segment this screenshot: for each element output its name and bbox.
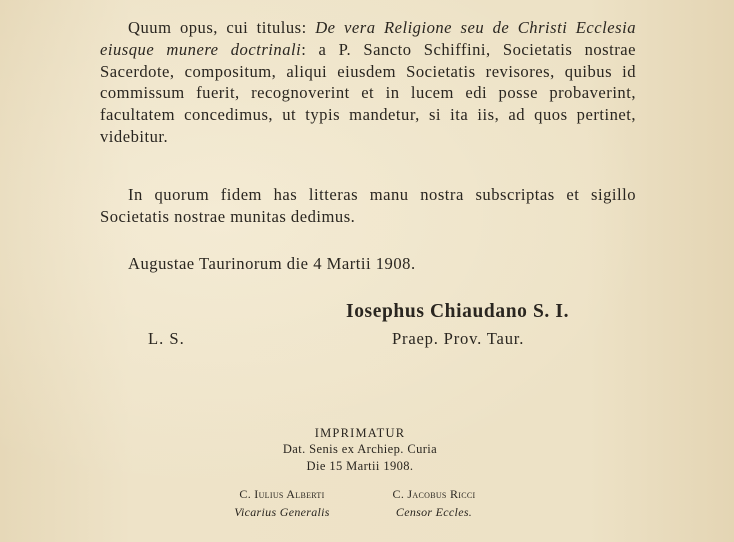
paragraph-rest: : a P. Sancto Schiffini, Societatis nostrae Sacerdote, compositum, aliqui eiusdem Societatis revisores, quibus id commissum fuerit, recognoverint et in lucem edi posse probaverint, facultatem concedimus, ut typis mandetur, si ita iis, ad quos pertinet, videbitur. bbox=[100, 39, 637, 146]
date-line: Augustae Taurinorum die 4 Martii 1908. bbox=[128, 254, 416, 273]
imprimatur-date: Die 15 Martii 1908. bbox=[306, 459, 414, 473]
right-signatory bbox=[364, 487, 504, 520]
imprimatur-heading: IMPRIMATUR bbox=[314, 426, 406, 440]
left-signatory-role: Vicarius Generalis bbox=[234, 505, 330, 519]
left-signatory bbox=[212, 487, 352, 520]
left-signatory-name: C. Iulius Alberti bbox=[239, 487, 325, 501]
imprimatur-place: Dat. Senis ex Archiep. Curia bbox=[282, 442, 438, 456]
right-signatory-role: Censor Eccles. bbox=[395, 505, 473, 519]
permission-paragraph bbox=[100, 17, 636, 148]
signer-title: Praep. Prov. Taur. bbox=[392, 329, 525, 348]
seal-mark: L. S. bbox=[148, 329, 185, 348]
attestation-paragraph bbox=[100, 184, 636, 228]
attestation-text: In quorum fidem has litteras manu nostra subscriptas et sigillo Societatis nostrae munitas dedimus. bbox=[100, 185, 636, 226]
paragraph-intro: Quum opus, cui titulus: bbox=[128, 18, 316, 37]
work-title: De vera Religione seu de Christi Ecclesia eiusque munere doctrinali bbox=[100, 18, 636, 59]
signer-name: Iosephus Chiaudano S. I. bbox=[346, 301, 570, 322]
right-signatory-name: C. Jacobus Ricci bbox=[392, 487, 476, 501]
